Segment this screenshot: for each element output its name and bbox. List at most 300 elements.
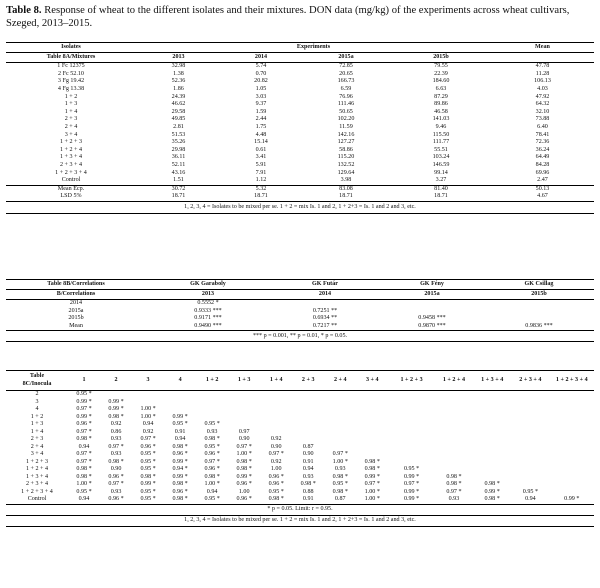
table-cell: 0.98 * xyxy=(172,481,188,488)
table-8b-footnote: *** p = 0.001, ** p = 0.01, * p = 0.05. xyxy=(6,331,594,342)
table-cell: 0.97 * xyxy=(236,443,252,450)
table-8b-header-label: Table 8B/Correlations xyxy=(6,280,146,290)
table-cell: 0.98 * xyxy=(76,473,92,480)
table-cell: 0.94 xyxy=(174,436,186,443)
table-row xyxy=(6,308,594,316)
table-cell: 0.92 xyxy=(142,428,154,435)
table-cell: 0.98 * xyxy=(204,436,220,443)
caption-text: Response of wheat to the different isolates and their mixtures. DON data (mg/kg) of the experiments across wheat cultivars, Szeged, 2013–2015. xyxy=(6,5,570,29)
table-cell: 2.47 xyxy=(537,177,548,184)
table-cell: 106.13 xyxy=(534,78,551,85)
table-cell: 0.96 * xyxy=(268,481,284,488)
year-header: 2014 xyxy=(270,290,380,300)
table-cell: 0.96 * xyxy=(204,451,220,458)
table-cell: 0.98 * xyxy=(172,496,188,503)
table-cell: 0.6934 ** xyxy=(312,315,338,322)
table-cell: 4.48 xyxy=(255,131,267,138)
table-cell: 0.98 * xyxy=(332,473,348,480)
table-cell: 1.00 * xyxy=(332,458,348,465)
year-header: 2015a xyxy=(380,290,484,300)
corner-line-1: Table xyxy=(29,373,45,380)
table-cell: 115.20 xyxy=(337,154,355,161)
header-isolates: Isolates xyxy=(6,43,136,53)
corner-line-2: 8C/Inocula xyxy=(22,380,52,387)
table-cell: 0.98 * xyxy=(364,458,380,465)
table-cell: 20.65 xyxy=(339,70,353,77)
table-8c-footnote-1: * p = 0.05. Limit: r = 0.95. xyxy=(6,504,594,515)
table-cell xyxy=(484,308,594,316)
table-cell: 0.99 * xyxy=(236,473,252,480)
row-label: 1 + 2 + 4 xyxy=(25,466,49,473)
column-header: 2 xyxy=(100,371,132,391)
table-cell: 127.27 xyxy=(337,139,355,146)
table-cell: 1.00 * xyxy=(364,496,380,503)
table-cell: 166.73 xyxy=(337,78,355,85)
table-cell: 78.41 xyxy=(535,131,550,138)
table-cell: 36.11 xyxy=(171,154,186,161)
table-cell: 5.32 xyxy=(221,185,301,193)
table-cell: 1.51 xyxy=(173,177,184,184)
table-cell: 0.96 * xyxy=(204,466,220,473)
table-cell: 103.24 xyxy=(432,154,450,161)
table-row xyxy=(6,101,594,109)
table-cell: 0.92 xyxy=(270,458,282,465)
table-cell: 0.98 * xyxy=(300,481,316,488)
table-cell: 102.20 xyxy=(337,116,355,123)
table-cell: 0.93 xyxy=(302,473,314,480)
table-cell: 0.99 * xyxy=(403,473,420,480)
row-label: 3 + 4 xyxy=(64,131,78,138)
table-cell: 0.97 * xyxy=(204,458,220,465)
table-cell: 0.99 * xyxy=(172,413,188,420)
table-cell: 0.98 * xyxy=(140,473,156,480)
table-row xyxy=(6,421,594,429)
table-cell: 0.96 * xyxy=(172,451,188,458)
table-cell: 0.5552 * xyxy=(197,300,219,307)
cultivar-header: GK Futár xyxy=(270,280,380,290)
table-cell: 15.14 xyxy=(254,139,268,146)
table-cell: 3.03 xyxy=(255,93,267,100)
column-header: 1 + 2 + 3 xyxy=(388,371,435,391)
table-cell: 73.88 xyxy=(535,116,550,123)
table-8c-footnote-2: 1, 2, 3, 4 = Isolates to be mixed per se. 1 + 2 = mix Is. 1 and 2, 1 + 2+3 = Is. 1 and 2 and 3, etc. xyxy=(6,515,594,526)
table-row xyxy=(6,162,594,170)
table-cell: 0.7251 ** xyxy=(312,307,338,314)
table-cell: 0.99 * xyxy=(403,488,420,495)
table-cell: 1.86 xyxy=(173,86,184,93)
table-cell: 1.00 * xyxy=(140,413,156,420)
table-cell: 0.97 * xyxy=(76,428,92,435)
row-label: 2014 xyxy=(69,300,83,307)
summary-row xyxy=(6,185,594,193)
table-cell: 89.86 xyxy=(434,101,448,108)
table-cell xyxy=(270,300,380,308)
table-cell: 18.71 xyxy=(339,193,353,200)
table-cell: 0.95 * xyxy=(403,466,420,473)
table-cell: 1.12 xyxy=(255,177,267,184)
table-cell: 1.05 xyxy=(255,86,267,93)
table-cell: 1.59 xyxy=(255,108,267,115)
table-row xyxy=(6,109,594,117)
table-cell: 0.97 xyxy=(238,428,250,435)
table-cell: 0.95 * xyxy=(76,391,92,398)
table-cell: 111.77 xyxy=(432,139,450,146)
table-cell: 0.94 xyxy=(78,496,90,503)
table-cell: 1.00 * xyxy=(236,451,252,458)
table-row xyxy=(6,315,594,323)
table-cell xyxy=(380,308,484,316)
table-cell: 0.90 xyxy=(302,451,314,458)
table-cell: 0.96 * xyxy=(76,421,92,428)
table-cell: 0.98 * xyxy=(172,443,188,450)
row-label: 1 + 3 + 4 xyxy=(59,154,83,161)
table-cell: 2.81 xyxy=(173,124,184,130)
table-cell: 51.53 xyxy=(171,131,186,138)
row-label: 2015b xyxy=(68,315,84,322)
row-label: 3 xyxy=(35,398,39,405)
table-cell: 9.37 xyxy=(255,101,267,108)
table-cell: 4.67 xyxy=(537,193,548,200)
year-header: 2015b xyxy=(484,290,594,300)
table-cell: 5.91 xyxy=(255,161,267,168)
table-row xyxy=(6,124,594,132)
table-cell: 1.00 * xyxy=(204,481,220,488)
table-cell: 32.98 xyxy=(171,63,186,70)
table-row xyxy=(6,131,594,139)
table-cell: 0.98 * xyxy=(446,473,462,480)
table-row xyxy=(6,86,594,94)
table-cell: 0.95 * xyxy=(172,421,188,428)
table-cell: 0.98 * xyxy=(76,436,92,443)
table-cell: 0.9171 *** xyxy=(194,315,222,322)
table-cell: 0.97 * xyxy=(76,406,92,413)
table-row xyxy=(6,474,594,482)
table-cell: 0.99 * xyxy=(172,473,188,480)
row-label: 1 + 4 xyxy=(30,428,44,435)
table-cell: 50.65 xyxy=(339,108,353,115)
table-cell: 0.94 xyxy=(142,421,154,428)
table-cell: 29.98 xyxy=(171,146,186,153)
cultivar-header: GK Garaboly xyxy=(146,280,270,290)
row-label: 2 + 3 + 4 xyxy=(59,161,83,168)
table-cell: 30.72 xyxy=(136,185,221,193)
table-cell: 0.98 * xyxy=(268,496,284,503)
table-cell: 47.78 xyxy=(535,63,550,70)
table-cell: 0.97 * xyxy=(446,488,462,495)
row-label: 4 xyxy=(35,406,39,413)
table-cell: 0.90 xyxy=(270,443,282,450)
row-label: 1 + 3 xyxy=(30,421,44,428)
table-row xyxy=(6,489,594,497)
table-cell: 0.94 xyxy=(78,443,90,450)
table-cell: 141.03 xyxy=(432,116,450,123)
table-cell: 35.26 xyxy=(171,139,186,146)
table-cell: 0.96 * xyxy=(268,473,284,480)
table-cell: 0.93 xyxy=(448,496,460,503)
table-cell: 0.94 xyxy=(302,466,314,473)
table-cell: 1.75 xyxy=(255,124,267,130)
table-cell: 0.87 xyxy=(334,496,346,503)
row-label: 1 + 2 + 3 xyxy=(25,458,49,465)
table-cell: 0.97 * xyxy=(364,481,380,488)
row-label: Mean xyxy=(69,323,83,330)
table-cell: 0.9870 *** xyxy=(418,323,446,330)
table-8a-footnote: 1, 2, 3, 4 = Isolates to be mixed per se. 1 + 2 = mix Is. 1 and 2, 1 + 2+3 = Is. 1 and 2 and 3, etc. xyxy=(6,201,594,213)
column-header: 2 + 4 xyxy=(324,371,356,391)
table-cell: 0.98 * xyxy=(484,481,500,488)
table-cell: 3.41 xyxy=(255,154,267,161)
table-cell: 129.64 xyxy=(337,169,355,176)
table-cell: 52.36 xyxy=(171,78,186,85)
table-cell: 0.95 * xyxy=(204,496,220,503)
table-cell: 0.95 * xyxy=(204,443,220,450)
cultivar-header: GK Fény xyxy=(380,280,484,290)
table-cell: 64.32 xyxy=(535,101,550,108)
table-cell: 4.03 xyxy=(537,86,548,93)
table-cell: 6.63 xyxy=(435,86,447,93)
table-cell: 18.71 xyxy=(254,193,268,200)
table-row xyxy=(6,71,594,79)
subheader-mixtures: Table 8A/Mixtures xyxy=(6,53,136,63)
column-header: 1 + 4 xyxy=(260,371,292,391)
table-cell: 0.9333 *** xyxy=(194,307,222,314)
table-cell: 0.98 * xyxy=(108,458,124,465)
row-label: 1 Fc 12375 xyxy=(57,63,85,70)
table-cell: 47.92 xyxy=(535,93,550,100)
row-label: Control xyxy=(27,496,47,503)
table-row xyxy=(6,436,594,444)
table-cell: 0.93 xyxy=(110,451,122,458)
table-cell: 64.49 xyxy=(535,154,550,161)
table-8c-body xyxy=(6,391,594,505)
column-header: 3 + 4 xyxy=(356,371,388,391)
table-row xyxy=(6,444,594,452)
table-8c-inocula xyxy=(6,370,594,527)
table-cell: 0.95 * xyxy=(140,488,156,495)
table-row xyxy=(6,63,594,71)
table-row xyxy=(6,481,594,489)
header-mean: Mean xyxy=(491,43,594,53)
table-cell: 11.59 xyxy=(339,124,353,130)
table-8c-corner xyxy=(6,371,68,391)
table-cell: 111.46 xyxy=(337,101,355,108)
table-row xyxy=(6,451,594,459)
table-cell: 20.82 xyxy=(254,78,268,85)
table-row xyxy=(6,323,594,331)
table-cell: 2.44 xyxy=(255,116,267,123)
table-cell: 0.92 xyxy=(270,436,282,443)
table-cell: 46.62 xyxy=(171,101,186,108)
table-cell: 76.96 xyxy=(339,93,353,100)
row-label: 1 + 2 + 3 + 4 xyxy=(55,169,87,176)
column-header: 2013 xyxy=(136,53,221,63)
table-cell: 87.29 xyxy=(434,93,448,100)
year-header: 2013 xyxy=(146,290,270,300)
column-header: 4 xyxy=(164,371,196,391)
row-label: 1 + 4 xyxy=(64,108,78,115)
table-row xyxy=(6,406,594,414)
table-cell: 81.40 xyxy=(391,185,491,193)
table-cell: 11.28 xyxy=(535,70,550,77)
row-label: 1 + 2 xyxy=(30,413,44,420)
table-cell: 0.97 * xyxy=(108,443,124,450)
table-cell: 0.94 xyxy=(206,488,218,495)
table-row xyxy=(6,147,594,155)
table-cell: 5.74 xyxy=(255,63,267,70)
column-header: 2014 xyxy=(221,53,301,63)
table-cell: 36.24 xyxy=(535,146,550,153)
table-8b-correlations xyxy=(6,279,594,342)
row-label: 2 + 3 xyxy=(64,116,78,123)
row-label: 3 + 4 xyxy=(30,451,44,458)
table-cell: 79.55 xyxy=(434,63,448,70)
table-cell: 6.40 xyxy=(537,124,548,130)
table-cell: 0.97 * xyxy=(140,436,156,443)
table-cell: 0.97 * xyxy=(403,481,420,488)
table-cell: 18.71 xyxy=(171,193,186,200)
table-cell: 84.28 xyxy=(535,161,550,168)
table-cell: 0.95 * xyxy=(140,458,156,465)
table-cell: 0.98 * xyxy=(332,488,348,495)
column-header: 3 xyxy=(132,371,164,391)
row-label: 1 + 2 + 3 + 4 xyxy=(21,488,53,495)
table-8c-header-row xyxy=(6,371,594,391)
table-cell: 0.61 xyxy=(255,146,267,153)
row-label: 2 xyxy=(35,391,39,398)
table-cell xyxy=(380,300,484,308)
table-cell: 0.95 * xyxy=(140,466,156,473)
table-cell xyxy=(484,300,594,308)
table-cell: 132.52 xyxy=(337,161,355,168)
table-cell: 0.94 xyxy=(525,496,536,503)
table-cell: 0.97 * xyxy=(268,451,284,458)
row-label: 1 + 2 + 4 xyxy=(59,146,83,153)
column-header: 2 + 3 xyxy=(292,371,324,391)
column-header: 2015a xyxy=(301,53,391,63)
table-cell: 3.98 xyxy=(340,177,352,184)
table-cell: 0.99 * xyxy=(108,398,124,405)
table-cell: 0.96 * xyxy=(236,481,252,488)
table-8a-mixtures xyxy=(6,42,594,214)
caption-label: Table 8. xyxy=(6,5,42,16)
table-cell: 0.9458 *** xyxy=(418,315,446,322)
table-row xyxy=(6,399,594,407)
row-label: 2015a xyxy=(68,307,84,314)
row-label: 2 + 3 + 4 xyxy=(25,481,49,488)
table-8a-body xyxy=(6,63,594,186)
table-cell: 0.97 * xyxy=(332,451,348,458)
table-8b-body xyxy=(6,300,594,331)
table-cell: 0.96 * xyxy=(140,443,156,450)
table-cell: 99.14 xyxy=(434,169,448,176)
table-cell: 72.36 xyxy=(535,139,550,146)
table-cell: 83.08 xyxy=(301,185,391,193)
summary-row xyxy=(6,193,594,201)
table-cell: 49.85 xyxy=(171,116,186,123)
table-cell: 55.51 xyxy=(434,146,448,153)
table-cell: 0.99 * xyxy=(403,496,420,503)
table-cell: 9.46 xyxy=(435,124,447,130)
row-label: 4 Fg 13.38 xyxy=(57,86,85,93)
table-cell: 32.10 xyxy=(535,108,550,115)
table-cell: 0.98 * xyxy=(364,466,380,473)
table-cell: 0.96 * xyxy=(108,473,124,480)
table-cell: 3.27 xyxy=(435,177,447,184)
table-cell: 0.70 xyxy=(255,70,267,77)
table-cell: 0.96 * xyxy=(108,496,124,503)
table-cell: 0.98 * xyxy=(236,466,252,473)
table-cell: 0.99 * xyxy=(564,496,580,503)
column-header: 2015b xyxy=(391,53,491,63)
row-label: 2 + 4 xyxy=(30,443,44,450)
table-cell: 0.98 * xyxy=(76,466,92,473)
header-experiments: Experiments xyxy=(136,43,491,53)
table-cell: 6.59 xyxy=(340,86,352,93)
table-cell: 0.93 xyxy=(110,436,122,443)
row-label: Mean Ecp. xyxy=(6,185,136,193)
column-header: 1 xyxy=(68,371,100,391)
table-caption xyxy=(6,4,594,30)
table-cell: 0.95 * xyxy=(140,496,156,503)
table-cell: 1.38 xyxy=(173,70,184,77)
table-row xyxy=(6,300,594,308)
table-cell: 46.58 xyxy=(434,108,448,115)
table-cell: 0.86 xyxy=(110,428,122,435)
table-cell: 0.9836 *** xyxy=(525,323,553,330)
table-row xyxy=(6,139,594,147)
table-row xyxy=(6,429,594,437)
table-row xyxy=(6,93,594,101)
table-cell: 58.86 xyxy=(339,146,353,153)
table-8a-summary xyxy=(6,185,594,201)
table-cell: 1.00 xyxy=(238,488,250,495)
table-row xyxy=(6,177,594,185)
table-cell: 0.99 * xyxy=(140,481,156,488)
table-cell: 0.95 * xyxy=(76,488,92,495)
table-row xyxy=(6,496,594,504)
table-cell: 0.98 * xyxy=(204,473,220,480)
table-cell: 43.16 xyxy=(171,169,186,176)
table-cell: 115.50 xyxy=(432,131,450,138)
column-header: 2 + 3 + 4 xyxy=(511,371,549,391)
row-label: 2 Fc 52.10 xyxy=(58,70,84,77)
table-cell: 0.98 * xyxy=(484,496,500,503)
table-cell: 24.39 xyxy=(171,93,186,100)
table-cell: 50.13 xyxy=(491,185,594,193)
table-cell: 0.95 * xyxy=(140,451,156,458)
table-cell: 0.99 * xyxy=(76,413,92,420)
table-cell: 0.99 * xyxy=(76,398,92,405)
table-cell: 0.95 * xyxy=(332,481,348,488)
row-label: LSD 5% xyxy=(60,193,82,200)
table-cell: 0.96 * xyxy=(172,488,188,495)
table-cell: 72.85 xyxy=(339,63,353,70)
column-header: 1 + 2 + 4 xyxy=(435,371,473,391)
table-cell: 0.90 xyxy=(238,436,250,443)
table-cell: 0.98 * xyxy=(236,458,252,465)
table-cell: 1.00 xyxy=(270,466,282,473)
table-cell: 0.97 * xyxy=(76,458,92,465)
table-cell: 0.99 * xyxy=(364,473,380,480)
row-label: 1 + 2 + 3 xyxy=(59,139,83,146)
table-cell: 0.99 * xyxy=(484,488,500,495)
table-cell: 0.95 * xyxy=(204,421,220,428)
table-row xyxy=(6,78,594,86)
row-label: 1 + 2 xyxy=(64,93,78,100)
table-row xyxy=(6,459,594,467)
table-cell xyxy=(484,315,594,323)
table-cell: 0.90 xyxy=(110,466,122,473)
